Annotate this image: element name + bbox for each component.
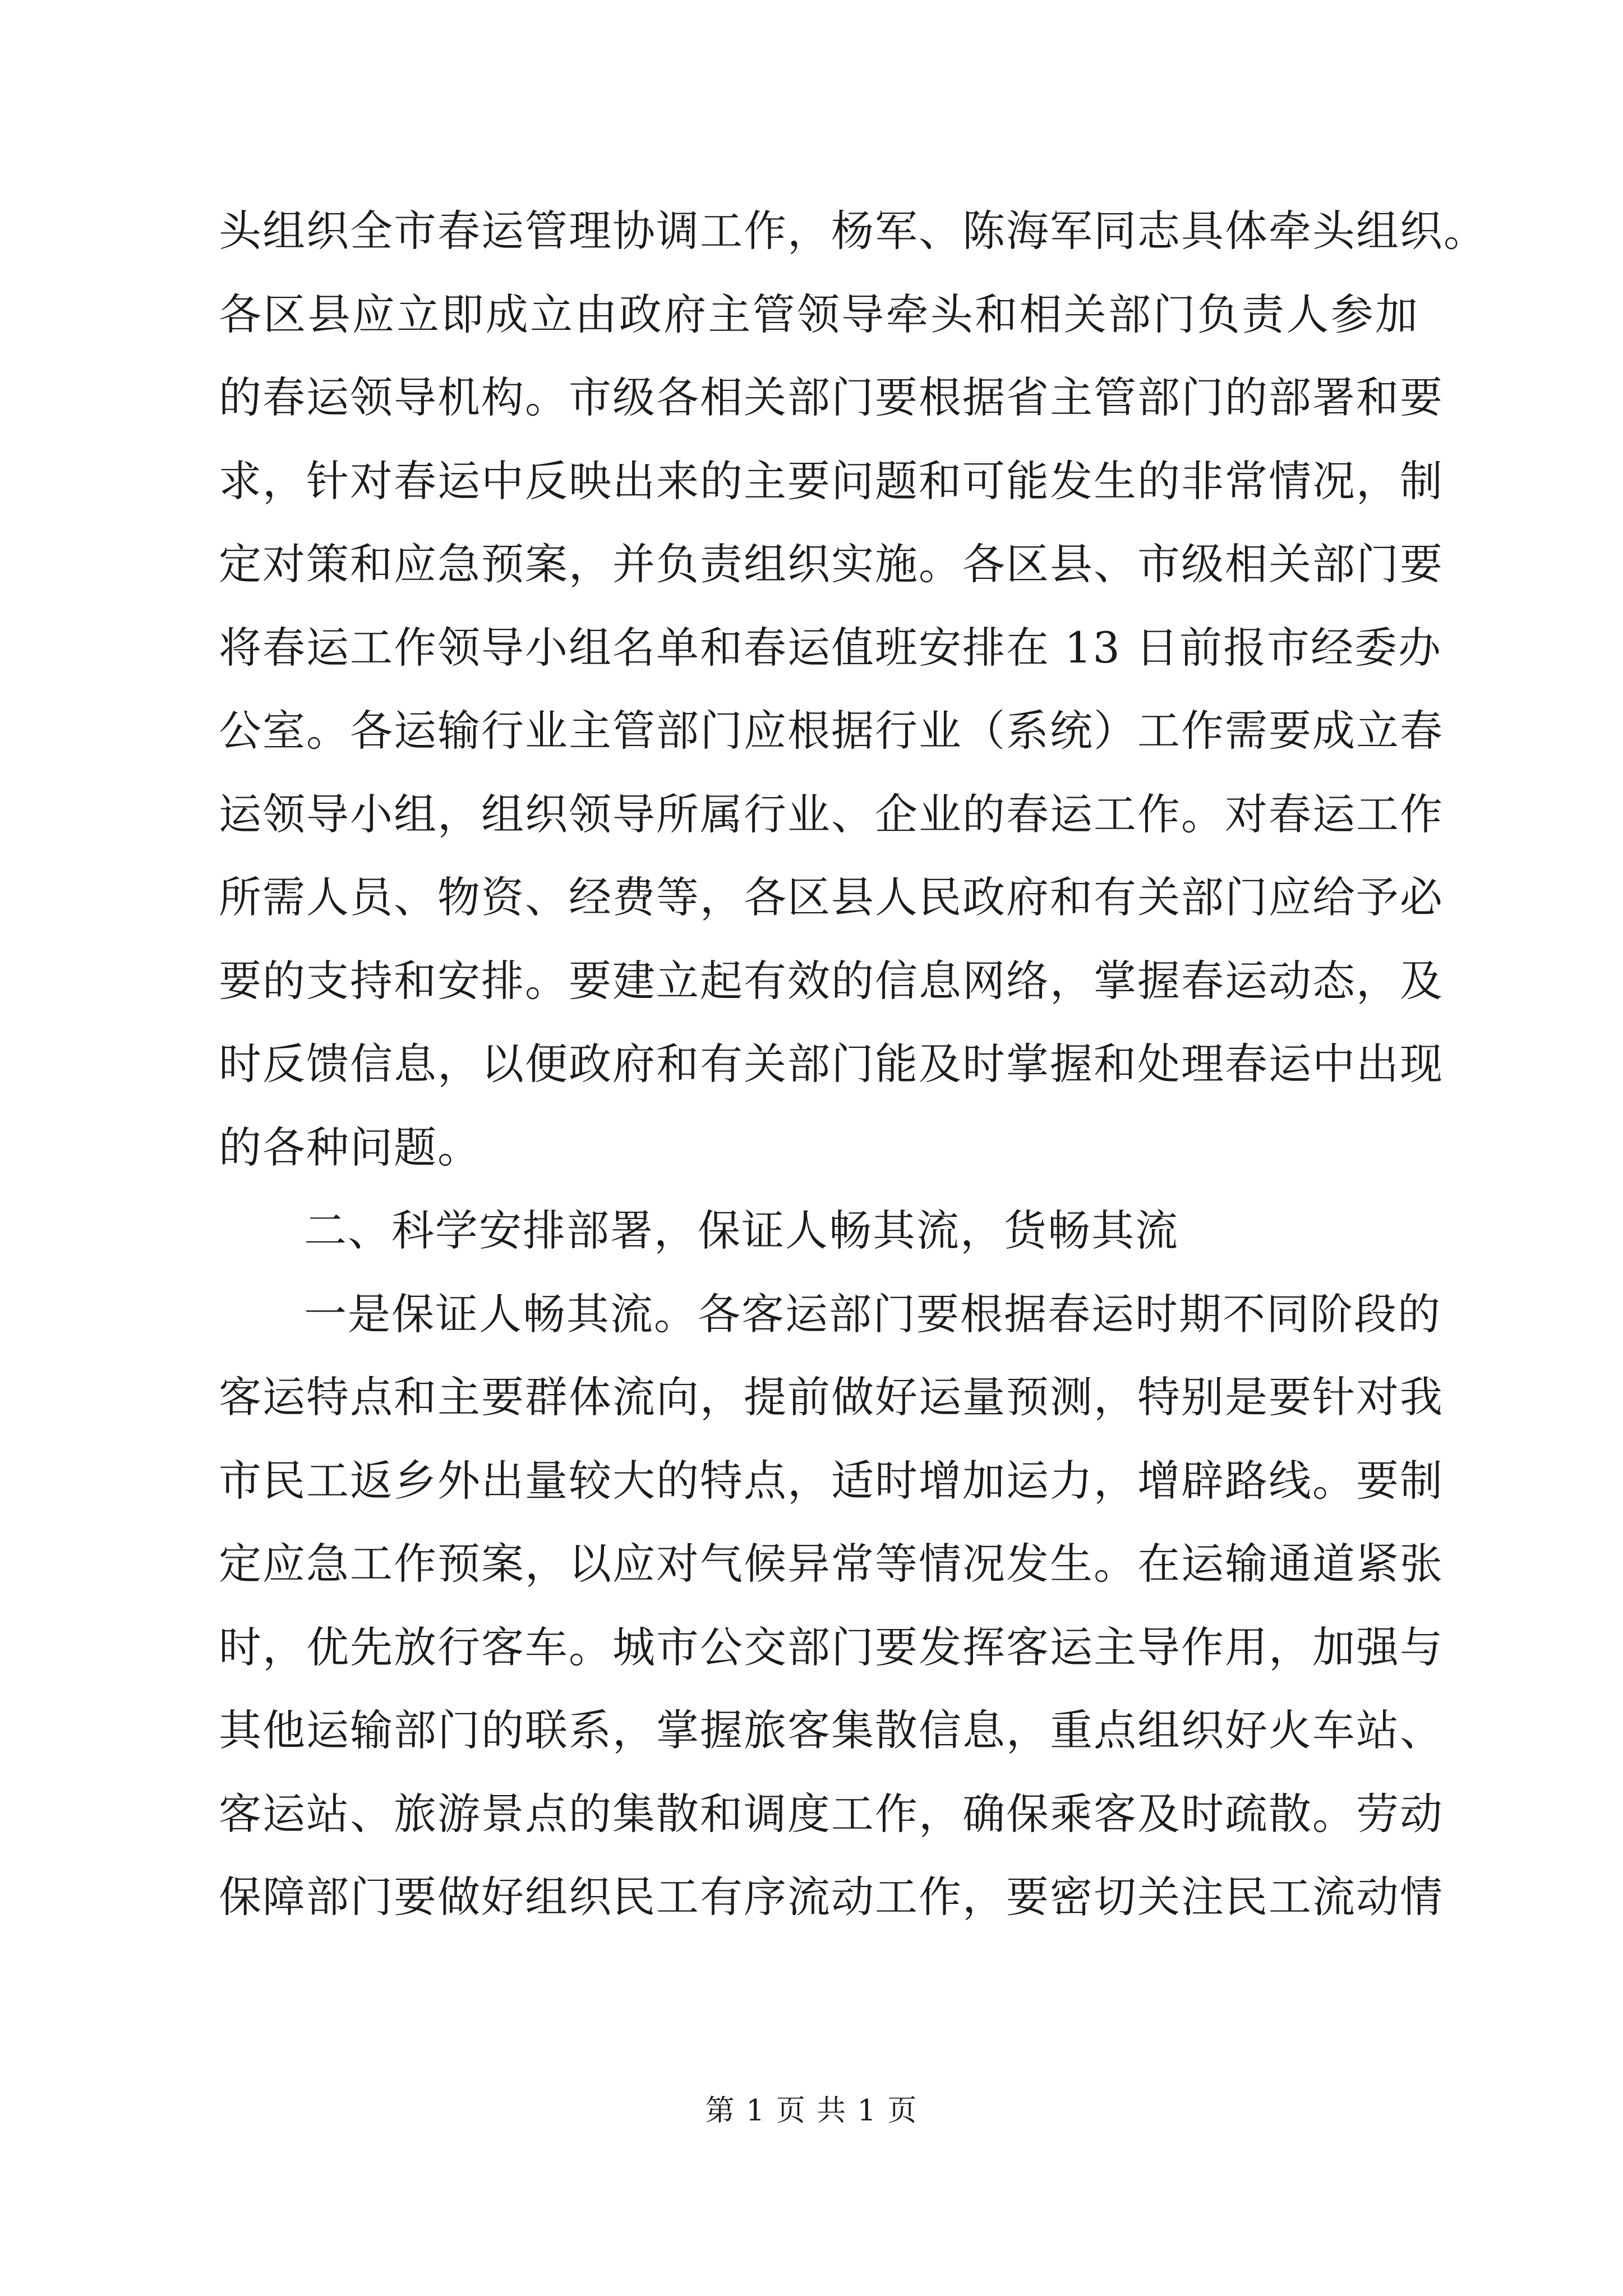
text-line: 时，优先放行客车。城市公交部门要发挥客运主导作用，加强与 xyxy=(219,1622,1444,1672)
text-line: 其他运输部门的联系，掌握旅客集散信息，重点组织好火车站、 xyxy=(219,1705,1444,1755)
document-body xyxy=(219,190,1487,1939)
text-line: 求，针对春运中反映出来的主要问题和可能发生的非常情况，制 xyxy=(219,455,1444,506)
section-heading: 二、科学安排部署，保证人畅其流，货畅其流 xyxy=(304,1205,1179,1255)
text-line: 头组织全市春运管理协调工作，杨军、陈海军同志具体牵头组织。 xyxy=(219,206,1487,256)
text-line: 市民工返乡外出量较大的特点，适时增加运力，增辟路线。要制 xyxy=(219,1455,1444,1506)
page-footer: 第 1 页 共 1 页 xyxy=(705,2094,918,2128)
text-line: 客运特点和主要群体流向，提前做好运量预测，特别是要针对我 xyxy=(219,1372,1444,1422)
text-line: 要的支持和安排。要建立起有效的信息网络，掌握春运动态，及 xyxy=(219,955,1444,1006)
text-line: 客运站、旅游景点的集散和调度工作，确保乘客及时疏散。劳动 xyxy=(219,1788,1444,1839)
text-line: 的各种问题。 xyxy=(219,1122,481,1172)
text-line: 定对策和应急预案，并负责组织实施。各区县、市级相关部门要 xyxy=(219,539,1444,589)
text-line: 定应急工作预案，以应对气候异常等情况发生。在运输通道紧张 xyxy=(219,1539,1444,1589)
text-line: 各区县应立即成立由政府主管领导牵头和相关部门负责人参加 xyxy=(219,289,1419,339)
text-line: 所需人员、物资、经费等，各区县人民政府和有关部门应给予必 xyxy=(219,872,1444,922)
text-line: 运领导小组，组织领导所属行业、企业的春运工作。对春运工作 xyxy=(219,789,1444,839)
text-line: 的春运领导机构。市级各相关部门要根据省主管部门的部署和要 xyxy=(219,372,1444,422)
text-line: 一是保证人畅其流。各客运部门要根据春运时期不同阶段的 xyxy=(304,1289,1441,1339)
text-line: 保障部门要做好组织民工有序流动工作，要密切关注民工流动情 xyxy=(219,1872,1444,1922)
text-line: 时反馈信息，以便政府和有关部门能及时掌握和处理春运中出现 xyxy=(219,1039,1444,1089)
text-line: 将春运工作领导小组名单和春运值班安排在 13 日前报市经委办 xyxy=(219,622,1442,673)
text-line: 公室。各运输行业主管部门应根据行业（系统）工作需要成立春 xyxy=(219,706,1444,756)
